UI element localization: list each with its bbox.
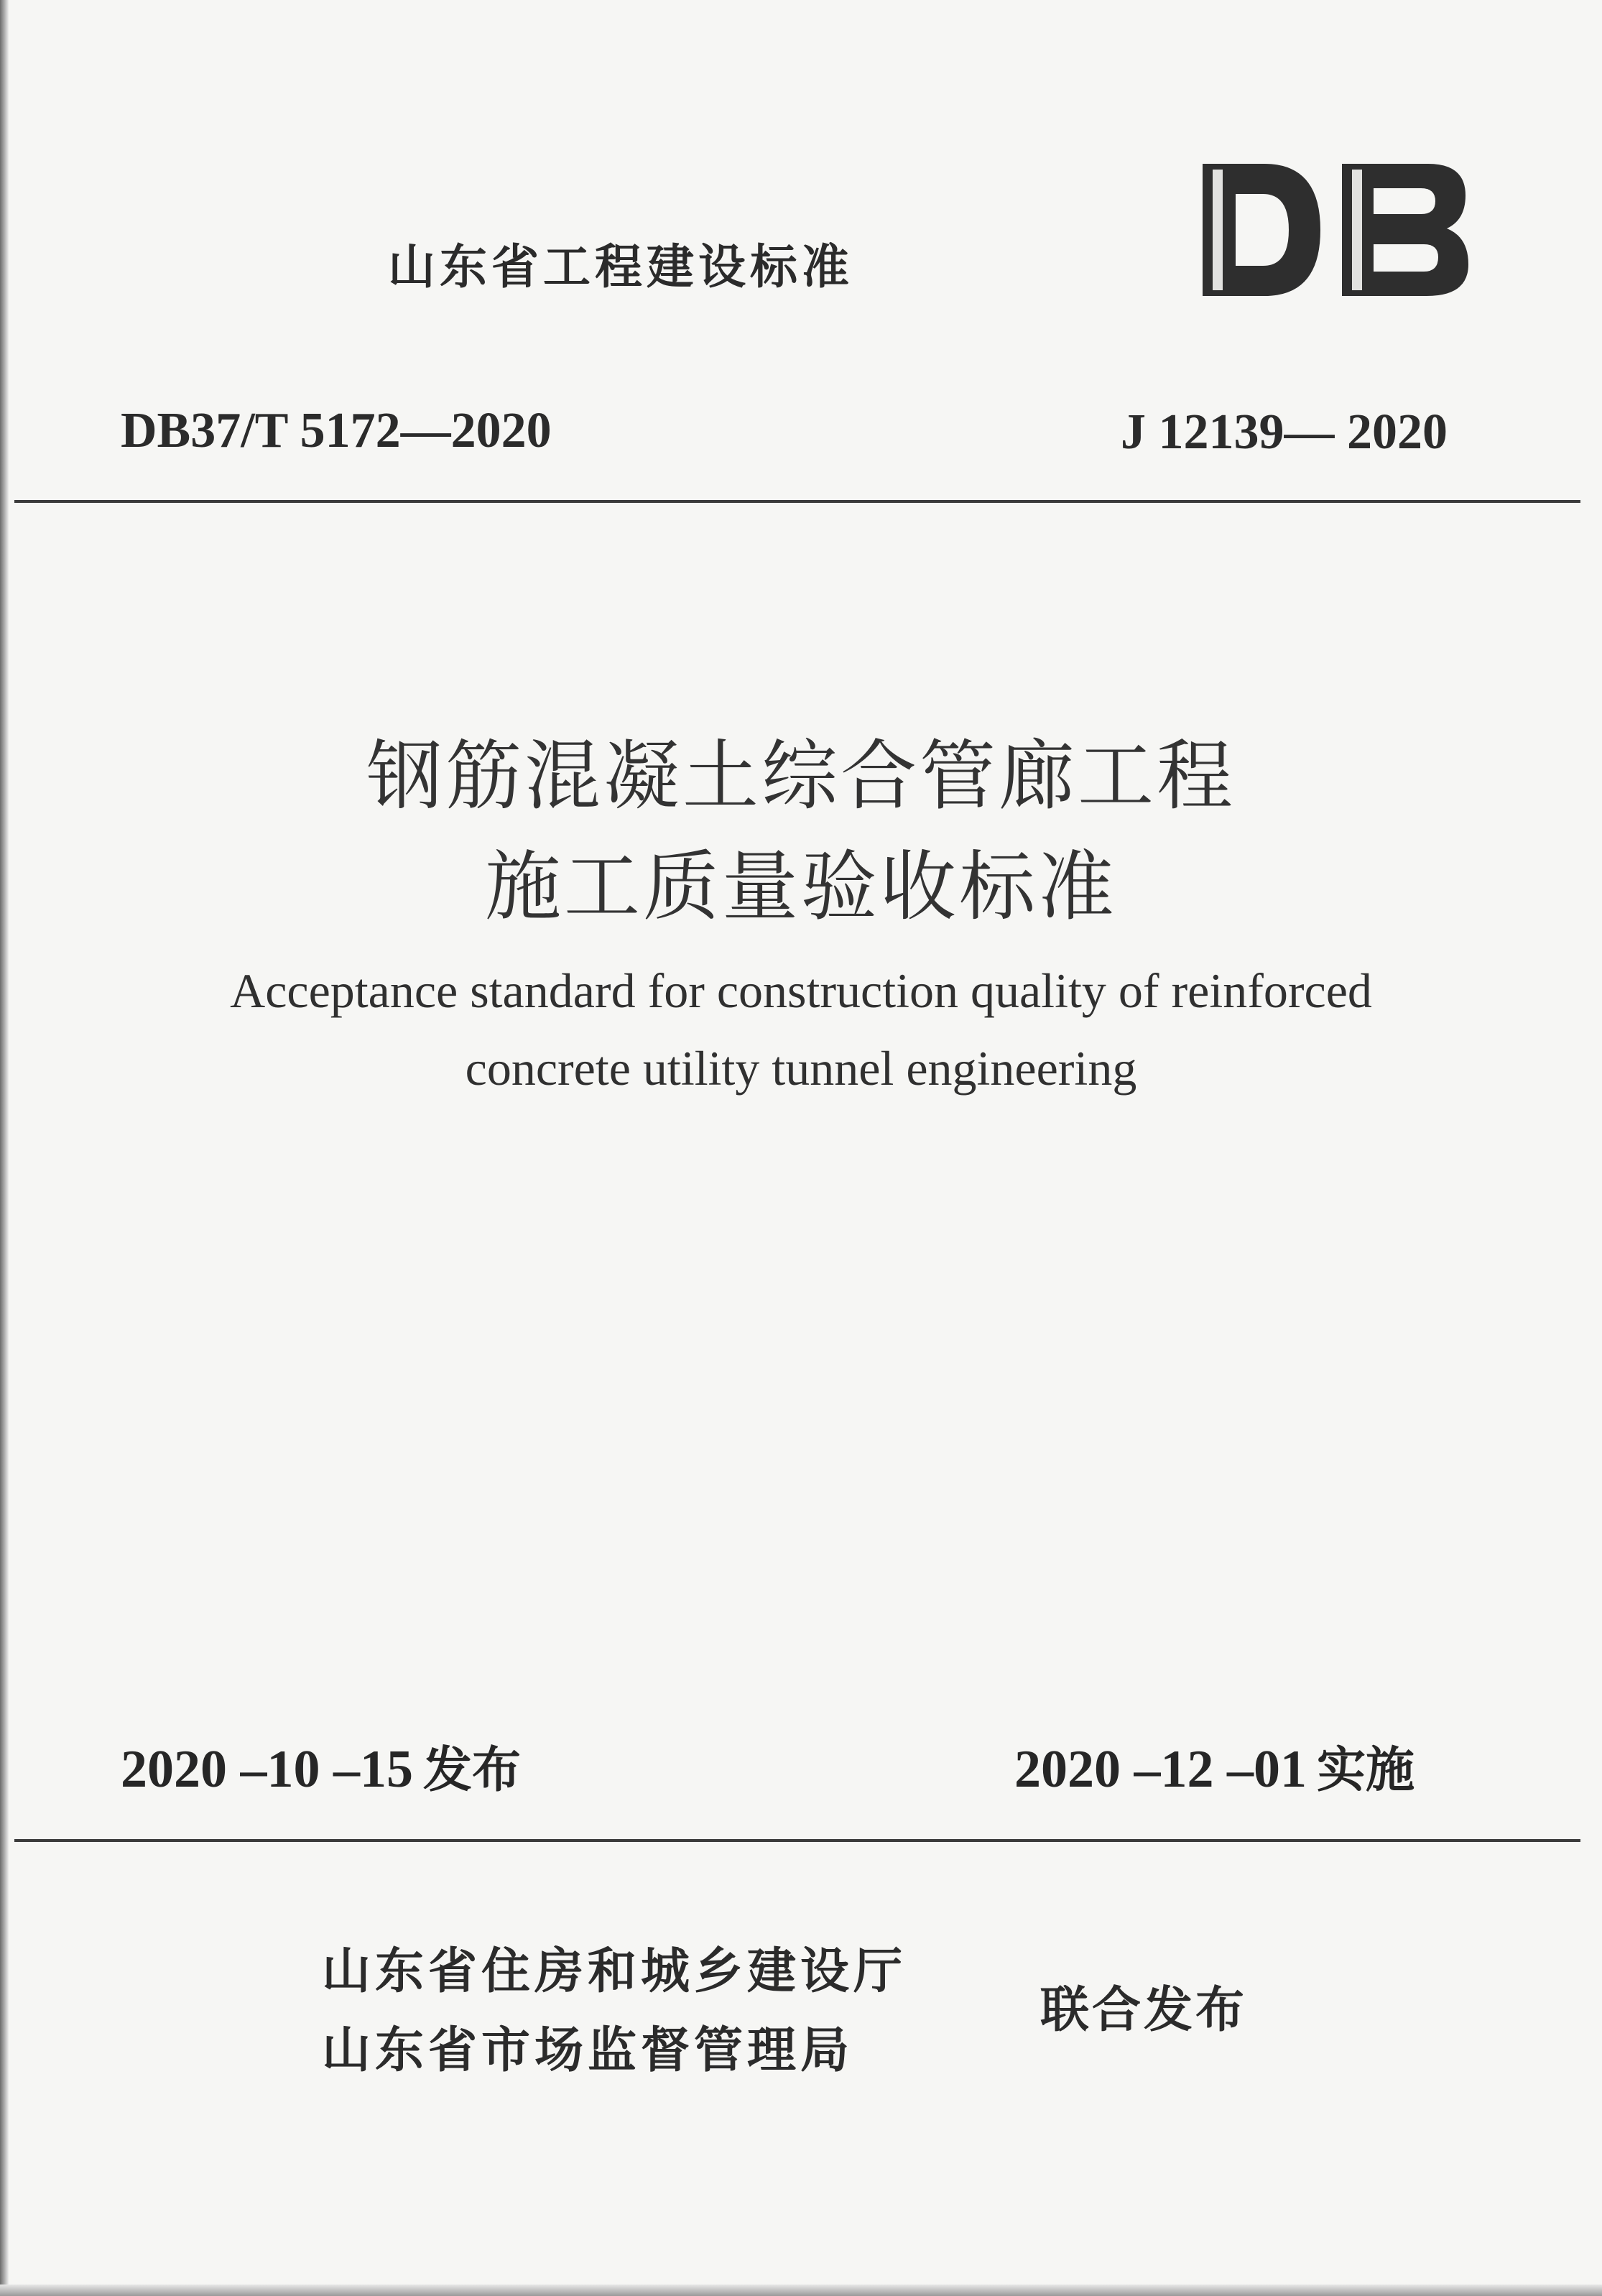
joint-issue-label: 联合发布 bbox=[1040, 1982, 1248, 2039]
publish-date-block bbox=[121, 1731, 521, 1801]
effective-label: 实施 bbox=[1317, 1742, 1415, 1799]
publish-label: 发布 bbox=[423, 1742, 522, 1799]
scan-left-edge bbox=[0, 0, 9, 2296]
bottom-divider bbox=[14, 1839, 1580, 1842]
publish-date: 2020 –10 –15 bbox=[121, 1740, 413, 1799]
effective-date: 2020 –12 –01 bbox=[1014, 1740, 1307, 1799]
title-en-line2: concrete utility tunnel engineering bbox=[465, 1041, 1137, 1096]
effective-date-block bbox=[1014, 1731, 1415, 1801]
scan-bottom-edge bbox=[0, 2285, 1602, 2296]
title-en-line1: Acceptance standard for construction quality of reinforced bbox=[230, 963, 1372, 1018]
issuer-line2: 山东省市场监督管理局 bbox=[322, 2022, 854, 2079]
title-cn-line1: 钢筋混凝土综合管廊工程 bbox=[366, 732, 1236, 820]
title-cn-line2: 施工质量验收标准 bbox=[485, 843, 1117, 931]
standard-number: DB37/T 5172—2020 bbox=[121, 403, 552, 458]
record-number: J 12139— 2020 bbox=[1121, 404, 1448, 460]
series-title: 山东省工程建设标准 bbox=[388, 239, 853, 295]
db-logo-icon bbox=[1198, 159, 1473, 300]
top-divider bbox=[14, 500, 1580, 503]
issuer-line1: 山东省住房和城乡建设厅 bbox=[322, 1943, 907, 2000]
